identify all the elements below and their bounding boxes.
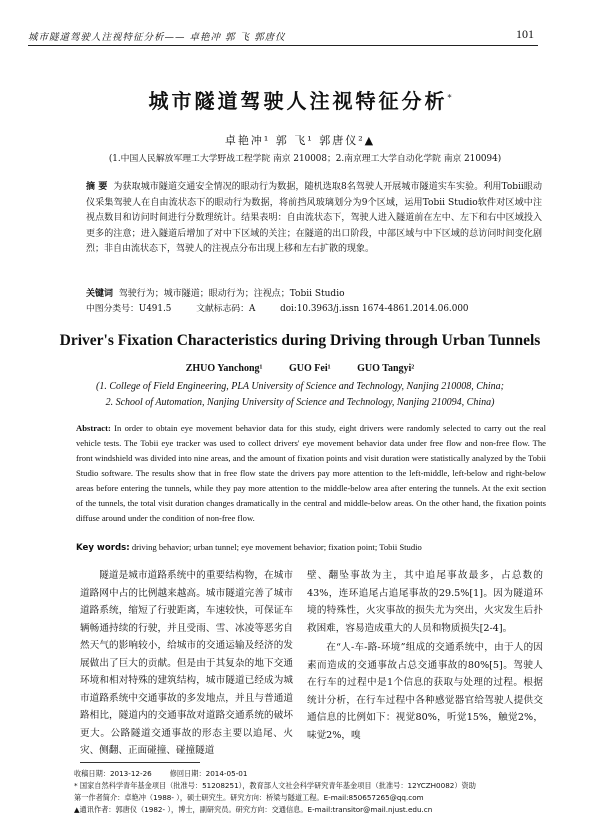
author-en: ZHUO Yanchong¹ bbox=[185, 363, 263, 374]
body-column-right bbox=[307, 567, 543, 744]
clc-number: 中图分类号：U491.5 bbox=[86, 304, 172, 314]
abstract-cn-text: 为获取城市隧道交通安全情况的眼动行为数据，随机选取8名驾驶人开展城市隧道实车实验。利用Tobii眼动仪采集驾驶人在自由流状态下的眼动行为数据，将前挡风玻璃划分为9个区域，运用Tobii Studio软件对区域中注视点数目和访问时间进行分数理统计。结果表明：自由流状态下，驾驶人进入隧道前在左中、左下和右中区域投入更多的注意；进入隧道后增加了对中下区域的关注；在隧道的出口阶段，中部区域与中下区域的总访问时间变化剧烈；非自由流状态下，驾驶人的注视点分布出现上移和左右扩散的现象。 bbox=[86, 182, 542, 255]
author-en: GUO Fei¹ bbox=[289, 363, 331, 374]
title-cn bbox=[0, 85, 600, 114]
affiliations-cn: (1.中国人民解放军理工大学野战工程学院 南京 210008；2.南京理工大学自动化学院 南京 210094) bbox=[108, 154, 502, 164]
affiliations-en bbox=[30, 379, 570, 411]
title-cn-mark: * bbox=[447, 93, 452, 103]
keywords-cn-text: 驾驶行为；城市隧道；眼动行为；注视点；Tobii Studio bbox=[118, 289, 345, 299]
footnote-dates bbox=[74, 768, 549, 780]
author-en: GUO Tangyi² bbox=[357, 363, 415, 374]
affiliation-en-2: 2. School of Automation, Nanjing University of Science and Technology, Nanjing 210094, China) bbox=[105, 397, 495, 408]
keywords-cn bbox=[86, 286, 542, 299]
header-rule bbox=[28, 45, 538, 46]
footnote-corresponding-author: ▲通讯作者：郭唐仪（1982- ），博士，副研究员。研究方向：交通信息。E-mail:transitor@mail.njust.edu.cn bbox=[74, 805, 433, 814]
classification-cn bbox=[86, 301, 542, 314]
abstract-en-text: In order to obtain eye movement behavior data for this study, eight drivers were randomly selected to carry out the real vehicle tests. The Tobii eye tracker was used to collect drivers' eye movement behavior data under free flow and non-free flow. The front windshield was divided into nine areas, and the amount of fixation points and visit duration were statistically analyzed by the Tobii Studio software. The results show that in free flow state the drivers pay more attention to the left-middle, left-below and right-below areas before entering the tunnels, while they pay more attention to the middle-below area after entering the tunnels. At the exit section of the tunnels, the total visit duration changes dramatically in the central and middle-below areas. On the other hand, the fixation points diffuse around under the condition of non-free flow. bbox=[76, 423, 546, 523]
affiliation-en-1: (1. College of Field Engineering, PLA University of Science and Technology, Nanjing 210008, China; bbox=[95, 381, 504, 392]
abstract-cn bbox=[86, 180, 542, 258]
abstract-en bbox=[76, 421, 546, 526]
doi: doi:10.3963/j.issn 1674-4861.2014.06.000 bbox=[280, 304, 469, 314]
page-number: 101 bbox=[516, 27, 534, 41]
document-code: 文献标志码：A bbox=[196, 304, 256, 314]
footnote-first-author: 第一作者简介：卓艳冲（1988- ），硕士研究生。研究方向：桥梁与隧道工程。E-mail:850657265@qq.com bbox=[74, 793, 424, 802]
received-date: 收稿日期：2013-12-26 bbox=[74, 769, 152, 778]
authors-en bbox=[0, 363, 600, 374]
body-paragraph: 在“人-车-路-环境”组成的交通系统中，由于人的因素而造成的交通事故占总交通事故的80%[5]。驾驶人在行车的过程中是1个信息的获取与处理的过程。根据统计分析，在行车过程中各种感觉器官给驾驶人提供交通信息的比例如下：视觉80%，听觉15%，触觉2%，味觉2%，嗅 bbox=[307, 642, 543, 741]
running-header: 城市隧道驾驶人注视特征分析—— 卓艳冲 郭 飞 郭唐仪 bbox=[28, 32, 286, 43]
body-paragraph: 壁、翻坠事故为主，其中追尾事故最多，占总数的43%，连环追尾占追尾事故的29.5%[1]。因为隧道环境的特殊性，火灾事故的损失尤为突出，火灾发生后扑救困难，容易造成重大的人员和物质损失[2-4]。 bbox=[307, 570, 543, 634]
abstract-cn-label: 摘 要 bbox=[86, 182, 108, 192]
footnote-funding: * 国家自然科学青年基金项目（批准号：51208251），教育部人文社会科学研究青年基金项目（批准号：12YCZH0082）资助 bbox=[74, 781, 476, 790]
revised-date: 修回日期：2014-05-01 bbox=[169, 769, 248, 778]
keywords-cn-label: 关键词 bbox=[86, 289, 114, 299]
body-column-left: 隧道是城市道路系统中的重要结构物，在城市道路网中占的比例越来越高。城市隧道完善了城市道路系统，缩短了行驶距离，车速较快，可保证车辆畅通持续的行驶，并且受雨、雪、冰凌等恶劣自然天气的影响较小，给城市的交通运输及经济的发展做出了巨大的贡献。但是由于其复杂的地下交通环境和相对特殊的建筑结构，城市隧道已经成为城市道路系统中交通事故的多发地点，并且与普通道路相比，隧道内的交通事故对道路交通系统的破坏更大。公路隧道交通事故的形态主要以追尾、火灾、侧翻、正面碰撞、碰撞隧道 bbox=[80, 570, 293, 756]
abstract-en-label: Abstract: bbox=[76, 423, 111, 433]
footnotes bbox=[74, 768, 549, 816]
keywords-en bbox=[76, 542, 546, 553]
title-cn-text: 城市隧道驾驶人注视特征分析 bbox=[148, 89, 448, 113]
authors-cn: 卓艳冲¹ 郭 飞¹ 郭唐仪²▲ bbox=[224, 134, 376, 147]
footnote-rule bbox=[80, 762, 200, 763]
keywords-en-label: Key words: bbox=[76, 543, 130, 553]
keywords-en-text: driving behavior; urban tunnel; eye movement behavior; fixation point; Tobii Studio bbox=[131, 542, 422, 552]
title-en: Driver's Fixation Characteristics during Driving through Urban Tunnels bbox=[59, 332, 541, 349]
